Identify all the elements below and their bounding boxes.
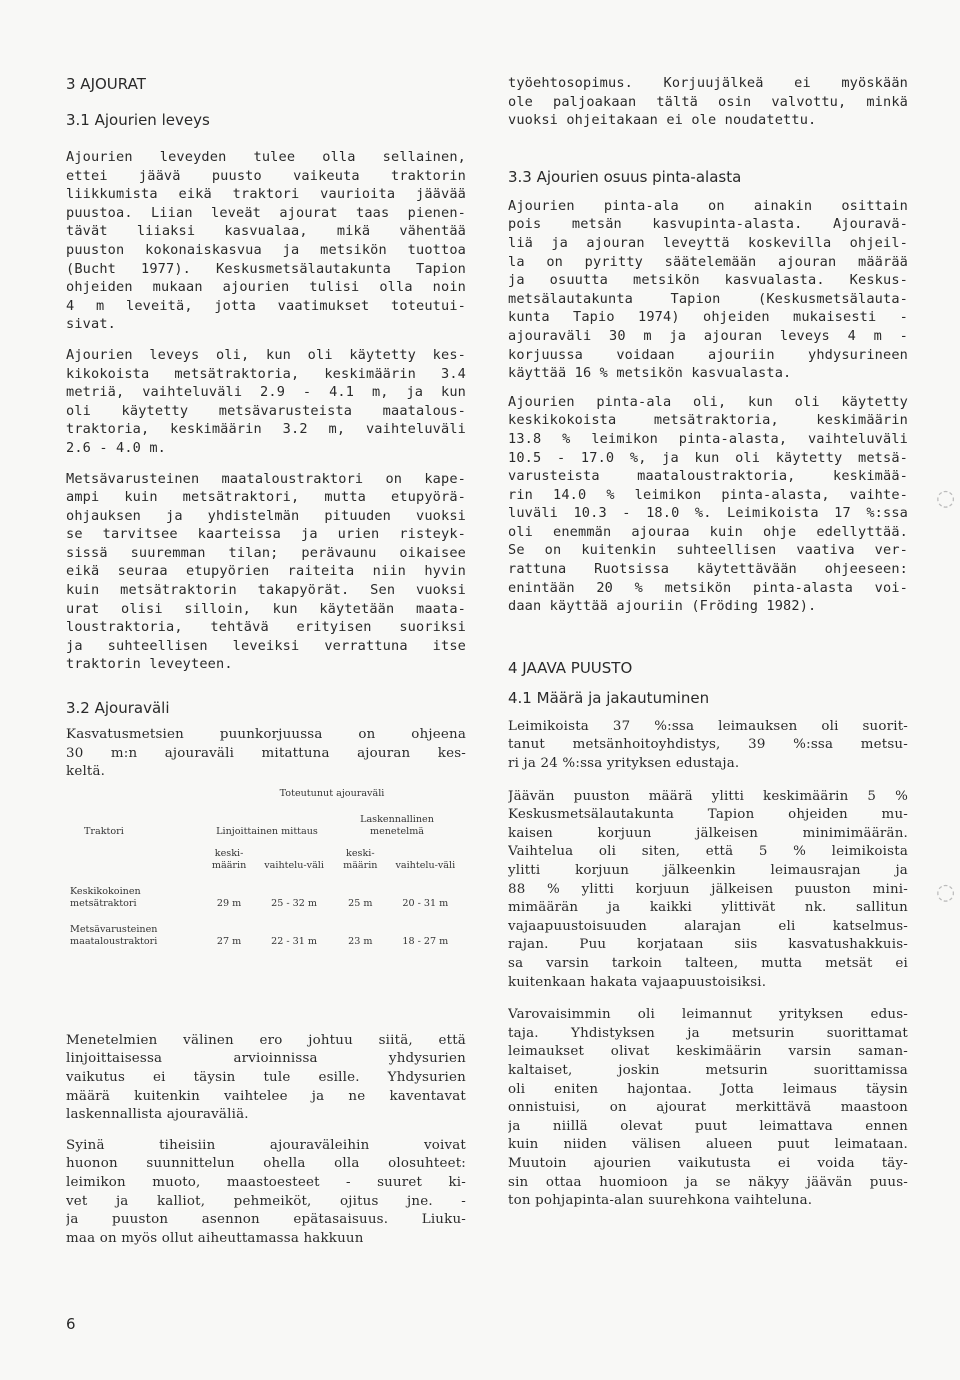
text-line: 30 m:n ajouraväli mitattuna ajouran kes- bbox=[66, 745, 466, 761]
paragraph bbox=[66, 148, 466, 334]
text-line: ole paljoakaan tältä osin valvottu, minkä bbox=[508, 93, 908, 110]
text-line: kuin metsätraktorin takapyörät. Sen vuoksi bbox=[66, 582, 466, 599]
table-cell: 20 - 31 m bbox=[402, 897, 449, 909]
paragraph bbox=[66, 726, 466, 782]
text-line: korjuussa voidaan ajouriin yhdysurineen bbox=[508, 346, 908, 363]
text-line: ampi kuin metsätraktori, mutta etupyörä- bbox=[66, 489, 466, 506]
text-line: sivat. bbox=[66, 316, 117, 333]
text-line: keltä. bbox=[66, 764, 106, 780]
text-line: leimaukset olivat keskimäärin varsin saman- bbox=[508, 1044, 908, 1060]
text-line: kuin niiden välisen alueen puut leimataan. bbox=[508, 1137, 908, 1153]
table-sub-keski: keski-määrin bbox=[211, 847, 247, 871]
table-row bbox=[70, 924, 462, 948]
text-line: ettei jäävä puusto vaikeuta traktorin bbox=[66, 167, 466, 184]
text-line: traktorin leveyteen. bbox=[66, 656, 233, 673]
text-line: onnistuisi, on ajourat merkittävä maastoon bbox=[508, 1100, 908, 1116]
table-col-traktori: Traktori bbox=[84, 825, 124, 837]
text-line: oli enemmän ajouraa kuin ohje edellyttää. bbox=[508, 523, 908, 540]
text-line: Metsävarusteinen maataloustraktori on kape- bbox=[66, 470, 466, 487]
text-line: ja puuston asennon epätasaisuus. Liuku- bbox=[66, 1212, 466, 1228]
text-line: Se on kuitenkin suhteellisen vaativa ver- bbox=[508, 542, 908, 559]
text-line: Leimikoista 37 %:ssa leimauksen oli suorit- bbox=[508, 718, 908, 734]
text-line: kikokoista metsätraktoria, keskimäärin 3.4 bbox=[66, 365, 466, 382]
table-col-laskennallinen: Laskennallinen menetelmä bbox=[360, 813, 434, 837]
text-line: oli eniten hajontaa. Jotta leimaus täysin bbox=[508, 1081, 908, 1097]
paragraph bbox=[508, 788, 908, 993]
text-line: tävät liiaksi kasvualaa, mikä vähentää bbox=[66, 223, 466, 240]
paragraph bbox=[508, 718, 908, 774]
binding-hole-mark: ◌ bbox=[936, 880, 956, 905]
text-line: laskennallista ajouraväliä. bbox=[66, 1107, 249, 1123]
table-cell: 22 - 31 m bbox=[271, 935, 318, 947]
table-header-top: Toteutunut ajouraväli bbox=[279, 787, 385, 799]
paragraph bbox=[508, 197, 908, 383]
table-cell: 25 m bbox=[348, 897, 373, 909]
text-line: Ajourien leveyden tulee olla sellainen, bbox=[66, 149, 466, 165]
text-line: varusteista maataloustraktoria, keskimää- bbox=[508, 468, 908, 485]
text-line: Kasvatusmetsien puunkorjuussa on ohjeena bbox=[66, 727, 466, 743]
text-line: vajaapuustoisuuden alarajan eli katselmus- bbox=[508, 918, 908, 934]
text-line: pois metsän kasvupinta-alasta. Ajouravä- bbox=[508, 216, 908, 233]
text-line: vuoksi ohjeitakaan ei ole noudatettu. bbox=[508, 112, 817, 129]
section-heading-4: 4 JAAVA PUUSTO bbox=[508, 658, 633, 677]
table-row-name: maataloustraktori bbox=[70, 935, 158, 947]
right-column bbox=[508, 74, 908, 1211]
table-row-name: Metsävarusteinen bbox=[70, 923, 158, 935]
text-line: Syinä tiheisiin ajouraväleihin voivat bbox=[66, 1137, 466, 1153]
text-line: vet ja kalliot, pehmeiköt, ojitus jne. - bbox=[66, 1193, 466, 1209]
text-line: ylitti korjuun jälkeenkin leimausrajan ja bbox=[508, 863, 908, 878]
text-line: mimäärän ja kaikki ylittivät nk. sallitun bbox=[508, 900, 908, 916]
text-line: loustraktoria, tehtävä erityisen suoriksi bbox=[66, 619, 466, 636]
paragraph bbox=[508, 74, 908, 130]
text-line: kaisen korjuun jälkeisen minimimäärän. bbox=[508, 825, 908, 841]
table-sub-vaihtelu: vaihtelu-väli bbox=[264, 859, 324, 871]
text-line: daan käyttää ajouriin (Fröding 1982). bbox=[508, 598, 817, 615]
text-line: metsälautakunta Tapion (Keskusmetsälauta- bbox=[508, 290, 908, 307]
text-line: Jäävän puuston määrä ylitti keskimäärin 5 % bbox=[508, 788, 908, 804]
text-line: kunta Tapio 1974) ohjeiden mukaisesti - bbox=[508, 309, 908, 326]
text-line: urat olisi silloin, kun käytetään maata- bbox=[66, 600, 466, 617]
table-cell: 23 m bbox=[348, 935, 373, 947]
table-sub-keski: keski-määrin bbox=[343, 847, 378, 871]
text-line: sissä suuremman tilan; perävaunu oikaisee bbox=[66, 544, 466, 561]
text-line: Ajourien pinta-ala on ainakin osittain bbox=[508, 197, 908, 214]
text-line: rattuna Ruotsissa käytettävään ohjeeseen: bbox=[508, 561, 908, 578]
table-row bbox=[70, 886, 462, 910]
paragraph bbox=[66, 346, 466, 458]
text-line: vaikutus ei täysin tule esille. Yhdysurien bbox=[66, 1070, 466, 1085]
subsection-heading-3-2: 3.2 Ajouraväli bbox=[66, 699, 170, 718]
text-line: rin 14.0 % leimikon pinta-alasta, vaihte- bbox=[508, 486, 908, 503]
section-heading-3: 3 AJOURAT bbox=[66, 75, 146, 93]
subsection-heading-3-1: 3.1 Ajourien leveys bbox=[66, 111, 210, 129]
ajouravali-table bbox=[70, 788, 462, 948]
text-line: Muutoin ajourien vaikutusta ei voida täy- bbox=[508, 1155, 908, 1171]
text-line: 10.5 - 17.0 %, ja kun oli käytetty metsä- bbox=[508, 449, 908, 466]
text-line: taja. Yhdistyksen ja metsurin suorittamat bbox=[508, 1025, 908, 1041]
text-line: Varovaisimmin oli leimannut yrityksen edus- bbox=[508, 1007, 908, 1023]
text-line: ajouraväli 30 m ja ajouran leveys 4 m - bbox=[508, 327, 908, 344]
table-row-name: Keskikokoinen bbox=[70, 885, 141, 897]
text-line: la on pyritty säätelemään ajouran määrää bbox=[508, 253, 908, 270]
text-line: metriä, vaihteluväli 2.9 - 4.1 m, ja kun bbox=[66, 384, 466, 401]
text-line: (Bucht 1977). Keskusmetsälautakunta Tapion bbox=[66, 260, 466, 277]
text-line: enintään 20 % metsikön pinta-alasta voi- bbox=[508, 579, 908, 596]
subsection-heading-4-1: 4.1 Määrä ja jakautuminen bbox=[508, 688, 710, 707]
table-cell: 29 m bbox=[216, 897, 242, 909]
text-line: puustoa. Liian leveät ajourat taas pienen- bbox=[66, 204, 466, 221]
text-line: työehtosopimus. Korjuujälkeä ei myöskään bbox=[508, 75, 908, 91]
text-line: ja osuutta metsikön kasvualasta. Keskus- bbox=[508, 272, 908, 289]
text-line: eikä seuraa etupyörien raiteita niin hyvin bbox=[66, 563, 466, 580]
text-line: puuston kokonaiskasvua ja metsikön tuottoa bbox=[66, 241, 466, 258]
text-line: kuitenkaan hakata vajaapuustoisiksi. bbox=[508, 974, 767, 990]
paragraph bbox=[66, 1032, 466, 1125]
left-column bbox=[66, 74, 466, 1248]
subsection-heading-3-3: 3.3 Ajourien osuus pinta-alasta bbox=[508, 167, 742, 186]
text-line: se tarvitsee kaarteissa ja urien risteyk- bbox=[66, 526, 466, 543]
text-line: ja niillä olevat puut leimattava ennen bbox=[508, 1118, 908, 1134]
table-sub-vaihtelu: vaihtelu-väli bbox=[395, 859, 456, 871]
text-line: liä ja ajouran leveyttä koskevilla ohjeil- bbox=[508, 234, 908, 251]
text-line: huonon suunnittelun ohella olla olosuhteet: bbox=[66, 1156, 466, 1172]
page-number: 6 bbox=[66, 1315, 76, 1333]
table-row-name: metsätraktori bbox=[70, 897, 137, 909]
text-line: Menetelmien välinen ero johtuu siitä, että bbox=[66, 1032, 466, 1048]
text-line: sin ottaa huomioon ja se näkyy jäävän puus- bbox=[508, 1174, 908, 1190]
text-line: oli käytetty metsävarusteista maatalous- bbox=[66, 402, 466, 419]
text-line: käyttää 16 % metsikön kasvualasta. bbox=[508, 365, 792, 382]
text-line: maa on myös ollut aiheuttamassa hakkuun bbox=[66, 1230, 364, 1246]
text-line: luväli 10.3 - 18.0 %. Leimikoista 17 %:ssa bbox=[508, 505, 908, 522]
text-line: sa varsin tarkoin talteen, mutta metsät ei bbox=[508, 955, 908, 971]
text-line: 4 m leveitä, jotta vaatimukset toteutui- bbox=[66, 297, 466, 314]
text-line: 88 % ylitti korjuun jälkeisen puuston mini- bbox=[508, 881, 908, 897]
text-line: ohjauksen ja yhdistelmän pituuden vuoksi bbox=[66, 507, 466, 524]
text-line: määrä kuitenkin vaihtelee ja ne kaventavat bbox=[66, 1088, 466, 1104]
text-line: leimikon muoto, maastoesteet - suuret ki- bbox=[66, 1174, 466, 1190]
text-line: Ajourien leveys oli, kun oli käytetty kes- bbox=[66, 346, 466, 363]
paragraph bbox=[508, 1006, 908, 1211]
text-line: ohjeiden mukaan ajourien tulisi olla noin bbox=[66, 279, 466, 296]
paragraph bbox=[508, 393, 908, 616]
text-line: Vaihtelua oli siten, että 5 % leimikoista bbox=[508, 844, 908, 860]
text-line: traktoria, keskimäärin 3.2 m, vaihteluväli bbox=[66, 421, 466, 438]
binding-hole-mark: ◌ bbox=[936, 486, 956, 511]
text-line: keskikokoista metsätraktoria, keskimäärin bbox=[508, 412, 908, 429]
text-line: 13.8 % leimikon pinta-alasta, vaihteluväli bbox=[508, 430, 908, 447]
text-line: Ajourien pinta-ala oli, kun oli käytetty bbox=[508, 393, 908, 410]
table-col-linjoittainen: Linjoittainen mittaus bbox=[216, 825, 318, 837]
paragraph bbox=[66, 1137, 466, 1249]
text-line: linjoittaisessa arvioinnissa yhdysurien bbox=[66, 1051, 466, 1067]
table-cell: 18 - 27 m bbox=[402, 935, 449, 947]
text-line: liikkumista eikä traktori vaurioita jäävää bbox=[66, 186, 466, 203]
text-line: ri ja 24 %:ssa yrityksen edustaja. bbox=[508, 756, 740, 772]
table-cell: 25 - 32 m bbox=[271, 897, 318, 909]
table-cell: 27 m bbox=[216, 935, 242, 947]
text-line: kaltaiset, joskin metsurin suorittamissa bbox=[508, 1062, 908, 1078]
text-line: ja suhteellisen leveiksi verrattuna itse bbox=[66, 637, 466, 654]
text-line: 2.6 - 4.0 m. bbox=[66, 439, 167, 456]
text-line: rajan. Puu korjataan siis kasvatushakkuis- bbox=[508, 937, 908, 953]
text-line: ton pohjapinta-alan suurehkona vaihteluna. bbox=[508, 1193, 813, 1209]
text-line: tanut metsänhoitoyhdistys, 39 %:ssa metsu- bbox=[508, 737, 908, 753]
paragraph bbox=[66, 470, 466, 675]
text-line: Keskusmetsälautakunta Tapion ohjeiden mu- bbox=[508, 807, 908, 823]
